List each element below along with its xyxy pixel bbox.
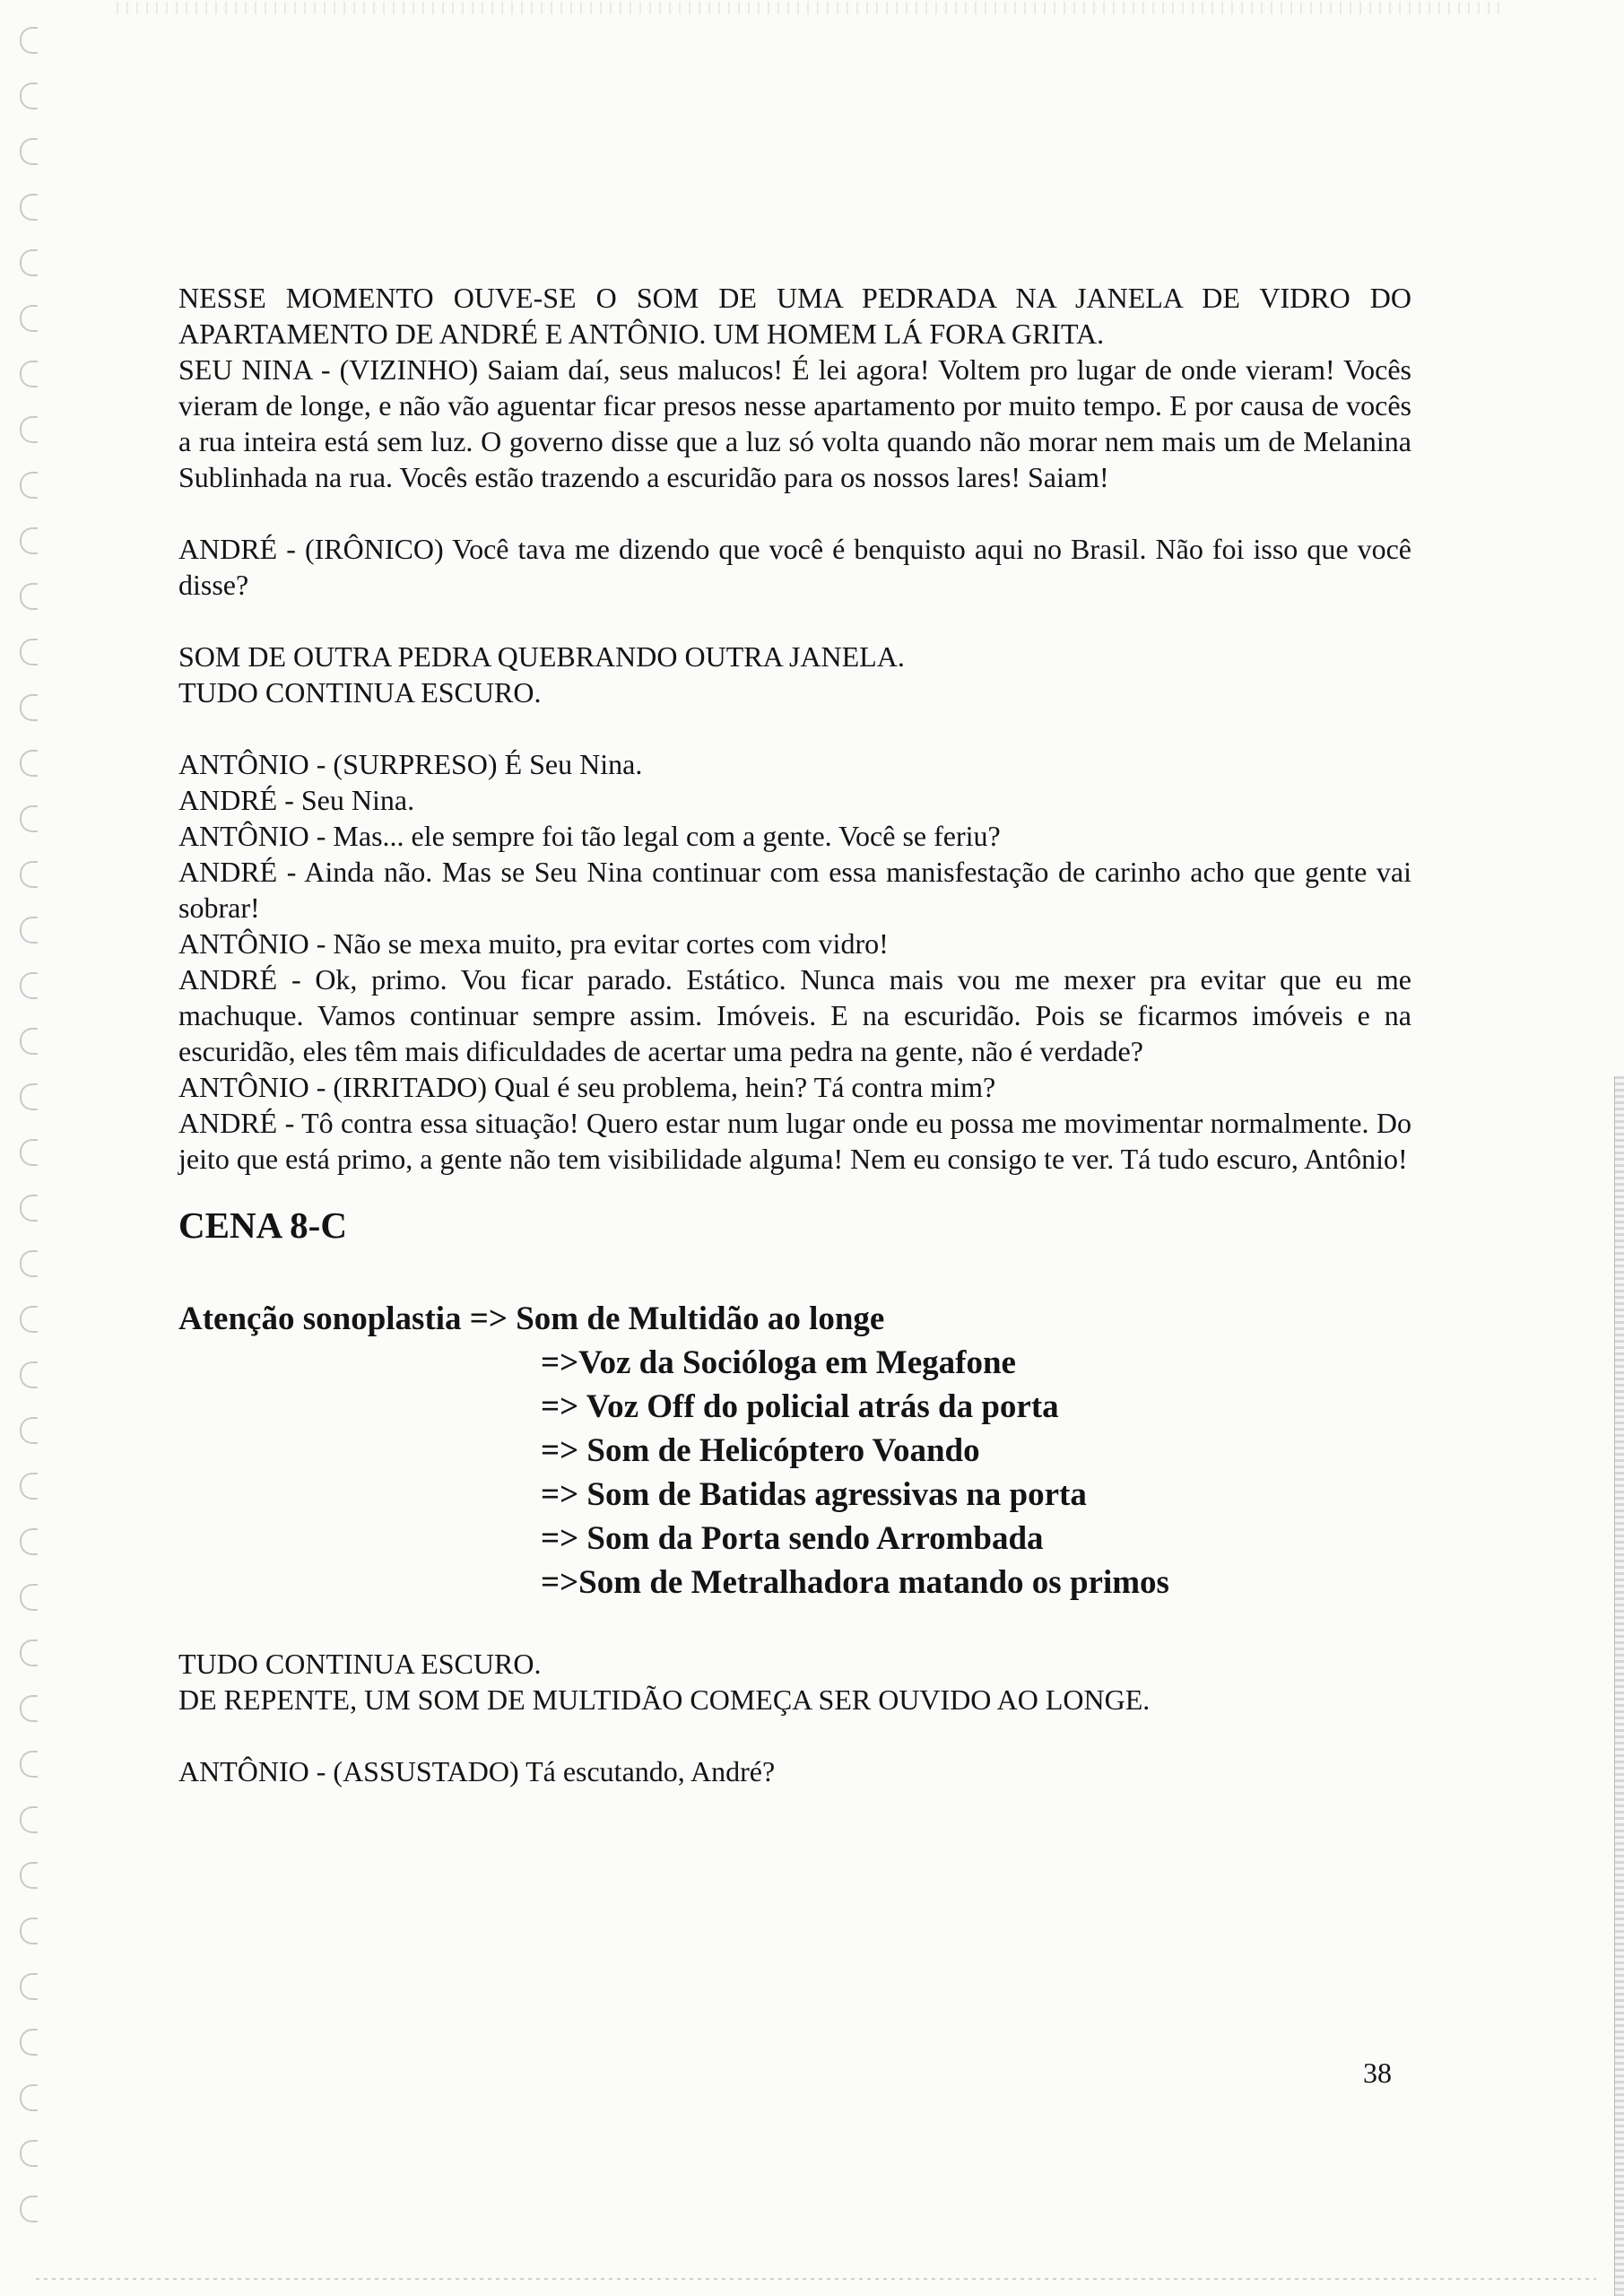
binding-hole-mark [20, 1250, 38, 1277]
binding-hole-mark [20, 1417, 38, 1444]
binding-hole-mark [20, 1139, 38, 1166]
sound-cue-item: => Som de Helicóptero Voando [541, 1432, 980, 1469]
dialogue-line: ANTÔNIO - (SURPRESO) É Seu Nina. [178, 748, 643, 780]
binding-hole-mark [20, 694, 38, 721]
script-body [178, 280, 1411, 1789]
binding-hole-mark [20, 472, 38, 499]
binding-hole-mark [20, 1195, 38, 1222]
binding-hole-mark [20, 805, 38, 832]
binding-hole-mark [20, 1473, 38, 1500]
scene-heading: CENA 8-C [178, 1205, 347, 1246]
binding-hole-mark [20, 194, 38, 221]
binding-hole-mark [20, 305, 38, 332]
binding-hole-mark [20, 2029, 38, 2056]
dialogue-line: ANTÔNIO - (IRRITADO) Qual é seu problema, hein? Tá contra mim? [178, 1071, 996, 1103]
binding-hole-mark [20, 2140, 38, 2167]
sound-cue-item: => Som da Porta sendo Arrombada [541, 1520, 1044, 1557]
binding-hole-mark [20, 917, 38, 944]
binding-hole-mark [20, 1751, 38, 1778]
binding-hole-mark [20, 861, 38, 888]
binding-hole-mark [20, 361, 38, 387]
binding-hole-mark [20, 2084, 38, 2111]
stage-direction: TUDO CONTINUA ESCURO. [178, 676, 542, 709]
stage-direction: TUDO CONTINUA ESCURO. [178, 1648, 542, 1680]
binding-hole-mark [20, 1695, 38, 1722]
binding-hole-mark [20, 750, 38, 777]
binding-hole-mark [20, 1918, 38, 1944]
page-edge-shadow [1614, 1076, 1624, 2296]
binding-hole-mark [20, 1528, 38, 1555]
sound-cue-list [178, 1297, 1411, 1605]
sound-cue-item: =>Som de Metralhadora matando os primos [541, 1564, 1169, 1601]
binding-hole-mark [20, 138, 38, 165]
dialogue-line: ANDRÉ - Ainda não. Mas se Seu Nina continuar com essa manisfestação de carinho acho que gente vai sobrar! [178, 856, 1411, 924]
dialogue-line: ANDRÉ - Seu Nina. [178, 784, 415, 816]
binding-hole-mark [20, 27, 38, 54]
page-number: 38 [1363, 2057, 1392, 2089]
binding-hole-mark [20, 527, 38, 554]
binding-hole-mark [20, 972, 38, 999]
dialogue-line: ANTÔNIO - Não se mexa muito, pra evitar cortes com vidro! [178, 927, 889, 960]
binding-hole-marks [20, 27, 65, 2269]
sound-cue-lead: Atenção sonoplastia => Som de Multidão ao longe [178, 1300, 885, 1337]
scan-noise-top [117, 2, 1507, 14]
dialogue-line: ANTÔNIO - (ASSUSTADO) Tá escutando, André? [178, 1755, 776, 1787]
binding-hole-mark [20, 2196, 38, 2222]
binding-hole-mark [20, 83, 38, 109]
scan-noise-bottom [36, 2278, 1596, 2280]
dialogue-line: ANDRÉ - (IRÔNICO) Você tava me dizendo que você é benquisto aqui no Brasil. Não foi isso que você disse? [178, 533, 1411, 601]
dialogue-line: ANDRÉ - Tô contra essa situação! Quero estar num lugar onde eu possa me movimentar normalmente. Do jeito que está primo, a gente não tem visibilidade alguma! Nem eu consigo te ver. Tá tudo escuro, Antônio! [178, 1107, 1411, 1175]
dialogue-line: SEU NINA - (VIZINHO) Saiam daí, seus malucos! É lei agora! Voltem pro lugar de onde vieram! Vocês vieram de longe, e não vão aguentar ficar presos nesse apartamento por muito tempo. E por causa de vocês a rua inteira está sem luz. O governo disse que a luz só volta quando não morar nem mais um de Melanina Sublinhada na rua. Vocês estão trazendo a escuridão para os nossos lares! Saiam! [178, 353, 1411, 493]
sound-cue-item: => Som de Batidas agressivas na porta [541, 1476, 1087, 1513]
stage-direction: DE REPENTE, UM SOM DE MULTIDÃO COMEÇA SER OUVIDO AO LONGE. [178, 1683, 1151, 1716]
binding-hole-mark [20, 639, 38, 665]
binding-hole-mark [20, 583, 38, 610]
binding-hole-mark [20, 416, 38, 443]
stage-direction: NESSE MOMENTO OUVE-SE O SOM DE UMA PEDRADA NA JANELA DE VIDRO DO APARTAMENTO DE ANDRÉ E ANTÔNIO. UM HOMEM LÁ FORA GRITA. [178, 282, 1411, 350]
binding-hole-mark [20, 1361, 38, 1388]
binding-hole-mark [20, 1584, 38, 1611]
dialogue-line: ANDRÉ - Ok, primo. Vou ficar parado. Estático. Nunca mais vou me mexer pra evitar que eu me machuque. Vamos continuar sempre assim. Imóveis. E na escuridão. Pois se ficarmos imóveis e na escuridão, eles têm mais dificuldades de acertar uma pedra na gente, não é verdade? [178, 963, 1411, 1067]
binding-hole-mark [20, 1306, 38, 1333]
sound-cue-item: =>Voz da Socióloga em Megafone [541, 1344, 1016, 1381]
binding-hole-mark [20, 1083, 38, 1110]
dialogue-line: ANTÔNIO - Mas... ele sempre foi tão legal com a gente. Você se feriu? [178, 820, 1001, 852]
binding-hole-mark [20, 1862, 38, 1889]
binding-hole-mark [20, 1028, 38, 1055]
stage-direction: SOM DE OUTRA PEDRA QUEBRANDO OUTRA JANELA. [178, 640, 905, 673]
sound-cue-item: => Voz Off do policial atrás da porta [541, 1388, 1059, 1425]
binding-hole-mark [20, 1639, 38, 1666]
binding-hole-mark [20, 1806, 38, 1833]
binding-hole-mark [20, 1973, 38, 2000]
binding-hole-mark [20, 249, 38, 276]
